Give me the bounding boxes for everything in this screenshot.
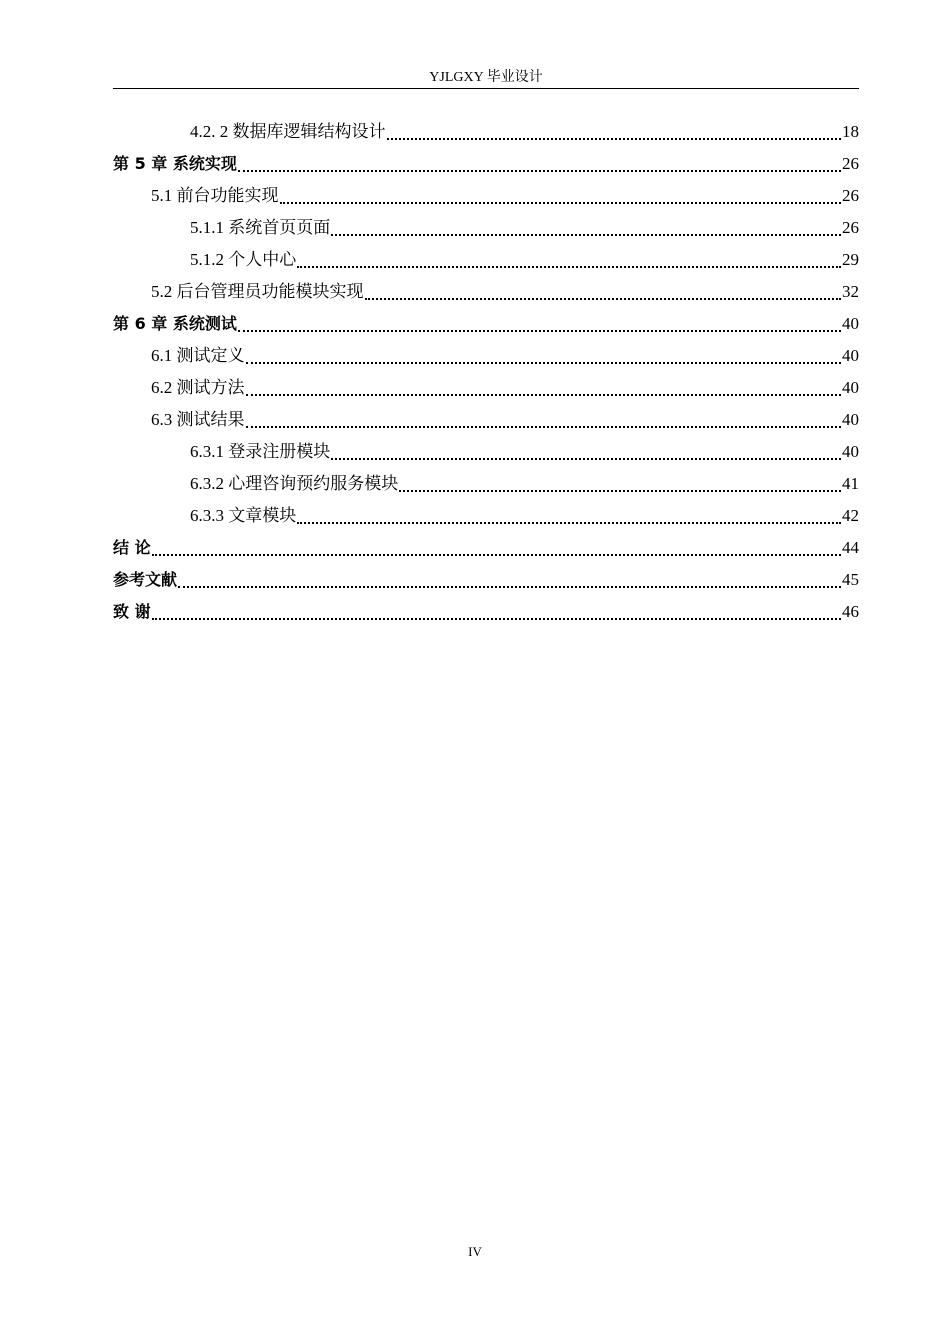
toc-entry-label: 5.2 后台管理员功能模块实现 bbox=[151, 282, 364, 301]
page-footer bbox=[0, 1244, 950, 1260]
toc-entry-page: 41 bbox=[842, 474, 859, 493]
toc-entry-page: 40 bbox=[842, 314, 859, 333]
toc-entry bbox=[113, 244, 859, 276]
toc-entry bbox=[113, 276, 859, 308]
toc-dot-leader bbox=[297, 266, 841, 268]
page-number: IV bbox=[468, 1244, 482, 1259]
toc-entry-page: 40 bbox=[842, 410, 859, 429]
toc-entry-label: 致 谢 bbox=[113, 602, 151, 621]
toc-entry-label: 6.3.2 心理咨询预约服务模块 bbox=[190, 474, 399, 493]
toc-entry-label: 6.1 测试定义 bbox=[151, 346, 245, 365]
toc-dot-leader bbox=[246, 362, 842, 364]
toc-dot-leader bbox=[246, 394, 842, 396]
toc-entry bbox=[113, 212, 859, 244]
toc-entry bbox=[113, 116, 859, 148]
toc-entry-page: 46 bbox=[842, 602, 859, 621]
toc-entry-page: 26 bbox=[842, 218, 859, 237]
toc-entry bbox=[113, 532, 859, 564]
toc-dot-leader bbox=[152, 554, 841, 556]
toc-entry-page: 18 bbox=[842, 122, 859, 141]
toc-entry-page: 26 bbox=[842, 186, 859, 205]
toc-entry-label: 结 论 bbox=[113, 538, 151, 557]
toc-dot-leader bbox=[238, 330, 841, 332]
toc-entry-label: 5.1.2 个人中心 bbox=[190, 250, 297, 269]
toc-entry-page: 29 bbox=[842, 250, 859, 269]
toc-entry-page: 32 bbox=[842, 282, 859, 301]
toc-dot-leader bbox=[387, 138, 842, 140]
toc-dot-leader bbox=[246, 426, 842, 428]
toc-entry-label: 6.2 测试方法 bbox=[151, 378, 245, 397]
toc-entry bbox=[113, 436, 859, 468]
toc-entry-page: 45 bbox=[842, 570, 859, 589]
toc-dot-leader bbox=[178, 586, 841, 588]
toc-entry-page: 40 bbox=[842, 378, 859, 397]
toc-entry bbox=[113, 340, 859, 372]
toc-entry-label: 6.3.3 文章模块 bbox=[190, 506, 297, 525]
toc-entry bbox=[113, 180, 859, 212]
toc-entry-page: 42 bbox=[842, 506, 859, 525]
page-header bbox=[113, 70, 859, 89]
toc-entry bbox=[113, 596, 859, 628]
toc-dot-leader bbox=[238, 170, 841, 172]
toc-entry bbox=[113, 372, 859, 404]
toc-entry bbox=[113, 564, 859, 596]
toc-entry-label: 第 6 章 系统测试 bbox=[113, 314, 237, 333]
toc-entry-label: 第 5 章 系统实现 bbox=[113, 154, 237, 173]
toc-entry-page: 26 bbox=[842, 154, 859, 173]
toc-dot-leader bbox=[297, 522, 841, 524]
toc-entry-page: 40 bbox=[842, 442, 859, 461]
table-of-contents bbox=[113, 116, 859, 628]
toc-dot-leader bbox=[399, 490, 841, 492]
toc-dot-leader bbox=[280, 202, 842, 204]
toc-entry-label: 参考文献 bbox=[113, 570, 178, 589]
toc-entry-page: 44 bbox=[842, 538, 859, 557]
toc-dot-leader bbox=[331, 234, 841, 236]
toc-dot-leader bbox=[152, 618, 841, 620]
toc-dot-leader bbox=[331, 458, 841, 460]
toc-entry bbox=[113, 500, 859, 532]
toc-entry-label: 6.3 测试结果 bbox=[151, 410, 245, 429]
toc-entry-page: 40 bbox=[842, 346, 859, 365]
toc-entry bbox=[113, 468, 859, 500]
toc-entry-label: 6.3.1 登录注册模块 bbox=[190, 442, 331, 461]
toc-entry bbox=[113, 404, 859, 436]
toc-entry bbox=[113, 148, 859, 180]
toc-entry-label: 4.2. 2 数据库逻辑结构设计 bbox=[190, 122, 386, 141]
toc-entry-label: 5.1.1 系统首页页面 bbox=[190, 218, 331, 237]
toc-dot-leader bbox=[365, 298, 842, 300]
toc-entry bbox=[113, 308, 859, 340]
toc-entry-label: 5.1 前台功能实现 bbox=[151, 186, 279, 205]
header-title: YJLGXY 毕业设计 bbox=[429, 70, 543, 85]
